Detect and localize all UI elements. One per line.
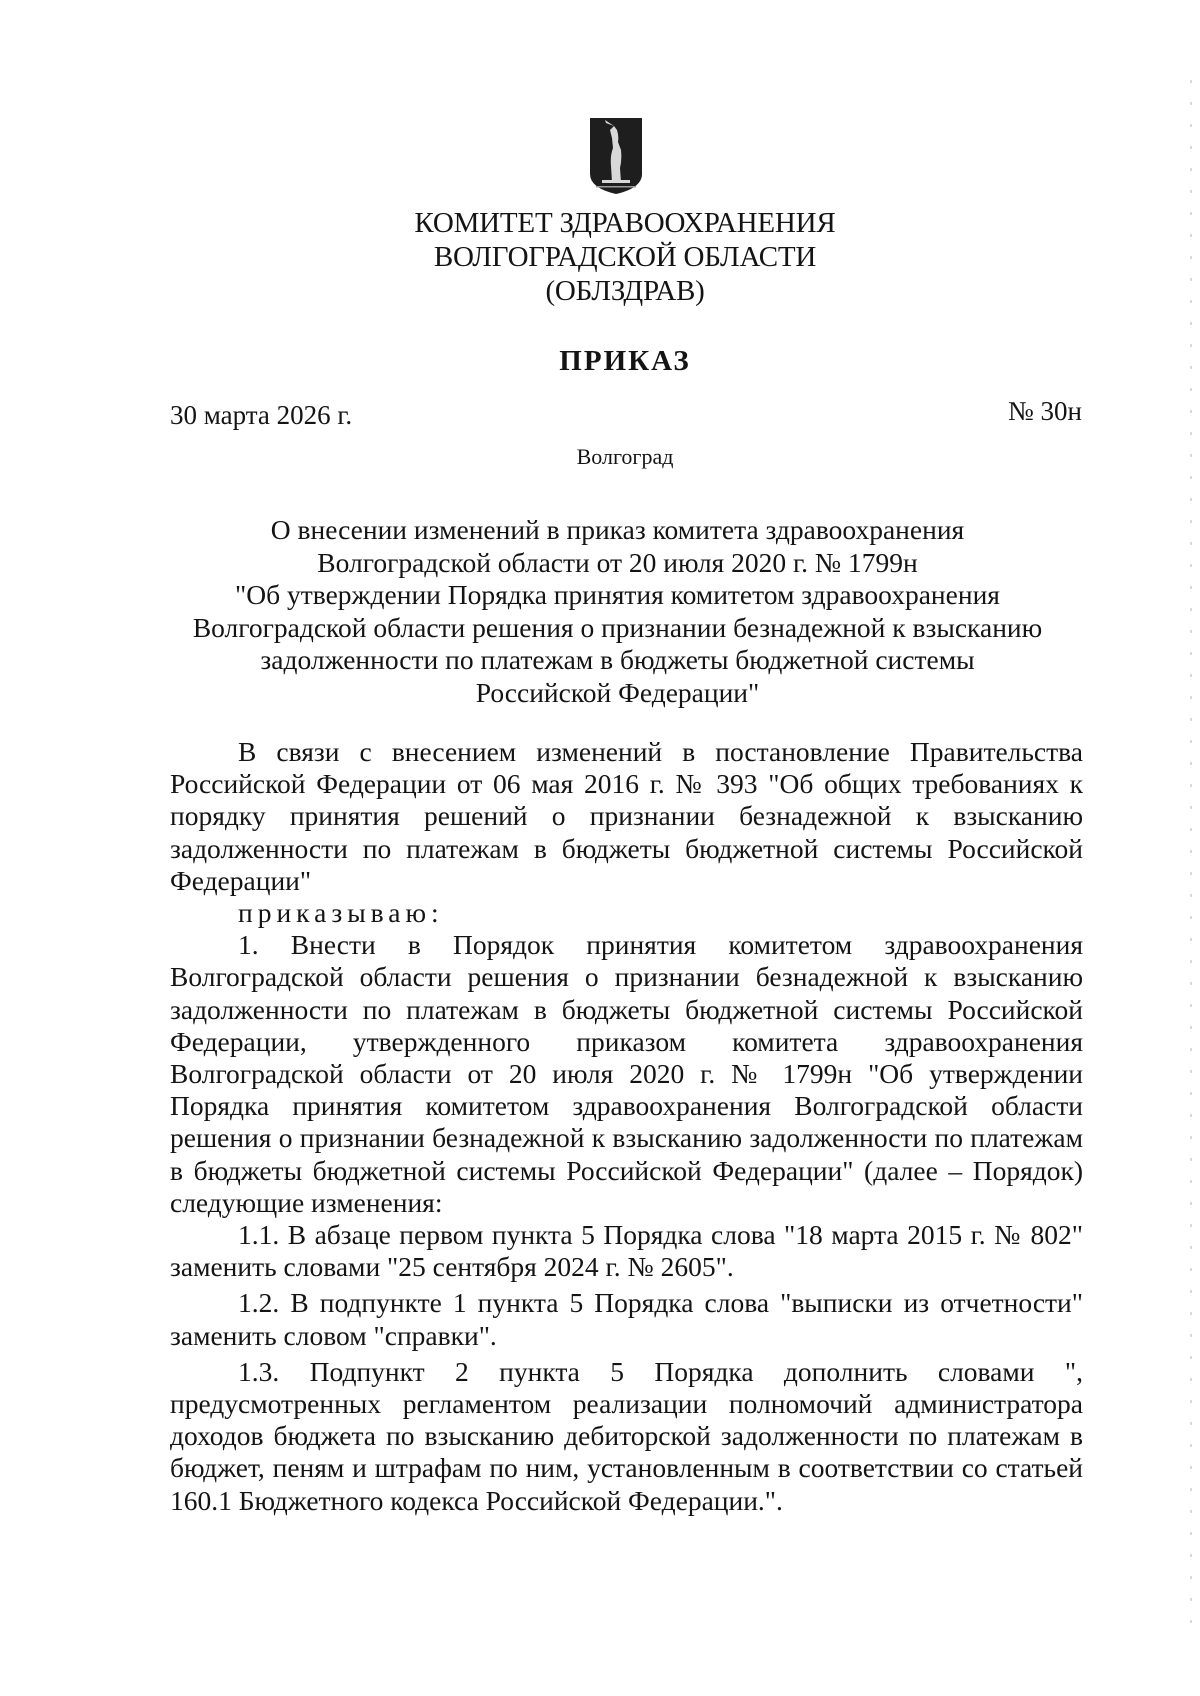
volgograd-coat-of-arms-icon — [588, 116, 644, 196]
clause-1: 1. Внести в Порядок принятия комитетом здравоохранения Волгоградской области решения о признании безнадежной к взысканию задолженности по платежам в бюджеты бюджетной системы Российской Федерации, утвержденного приказом комитета здравоохранения Волгоградской области от 20 июля 2020 г. № 1799н "Об утверждении Порядка принятия комитетом здравоохранения Волгоградской области решения о признании безнадежной к взысканию задолженности по платежам в бюджеты бюджетной системы Российской Федерации" (далее – Порядок) следующие изменения: — [170, 929, 1083, 1218]
document-type-title: ПРИКАЗ — [559, 345, 691, 377]
order-word: приказываю: — [238, 897, 444, 929]
order-date: 30 марта 2026 г. — [170, 400, 353, 430]
order-city: Волгоград — [576, 444, 674, 469]
order-number: № 30н — [1008, 396, 1082, 426]
organization-line-1: КОМИТЕТ ЗДРАВООХРАНЕНИЯ — [414, 207, 836, 239]
order-body — [170, 736, 1083, 1517]
organization-line-2: ВОЛГОГРАДСКОЙ ОБЛАСТИ — [433, 241, 817, 273]
organization-line-3: (ОБЛЗДРАВ) — [545, 275, 705, 307]
subject-line: О внесении изменений в приказ комитета здравоохранения — [270, 514, 965, 545]
subject-line: Волгоградской области от 20 июля 2020 г. № 1799н — [317, 546, 918, 578]
subject-line: задолженности по платежам в бюджеты бюджетной системы — [260, 644, 975, 675]
order-subject — [150, 514, 1085, 709]
subject-line: "Об утверждении Порядка принятия комитетом здравоохранения — [235, 579, 1000, 610]
scan-edge-marks — [1190, 80, 1192, 1640]
subject-line: Волгоградской области решения о признании безнадежной к взысканию — [192, 611, 1043, 643]
subject-line: Российской Федерации" — [475, 676, 760, 708]
organization-name — [200, 206, 1050, 308]
clause-1-3: 1.3. Подпункт 2 пункта 5 Порядка дополнить словами ", предусмотренных регламентом реализации полномочий администратора доходов бюджета по взысканию дебиторской задолженности по платежам в бюджет, пеням и штрафам по ним, установленным в соответствии со статьей 160.1 Бюджетного кодекса Российской Федерации.". — [170, 1355, 1083, 1516]
preamble-paragraph: В связи с внесением изменений в постановление Правительства Российской Федерации от 06 мая 2016 г. № 393 "Об общих требованиях к порядку принятия решений о признании безнадежной к взысканию задолженности по платежам в бюджеты бюджетной системы Российской Федерации" — [170, 736, 1083, 896]
clause-1-2: 1.2. В подпункте 1 пункта 5 Порядка слова "выписки из отчетности" заменить словом "справки". — [170, 1287, 1083, 1351]
clause-1-1: 1.1. В абзаце первом пункта 5 Порядка слова "18 марта 2015 г. № 802" заменить словами "25 сентября 2024 г. № 2605". — [170, 1219, 1083, 1283]
